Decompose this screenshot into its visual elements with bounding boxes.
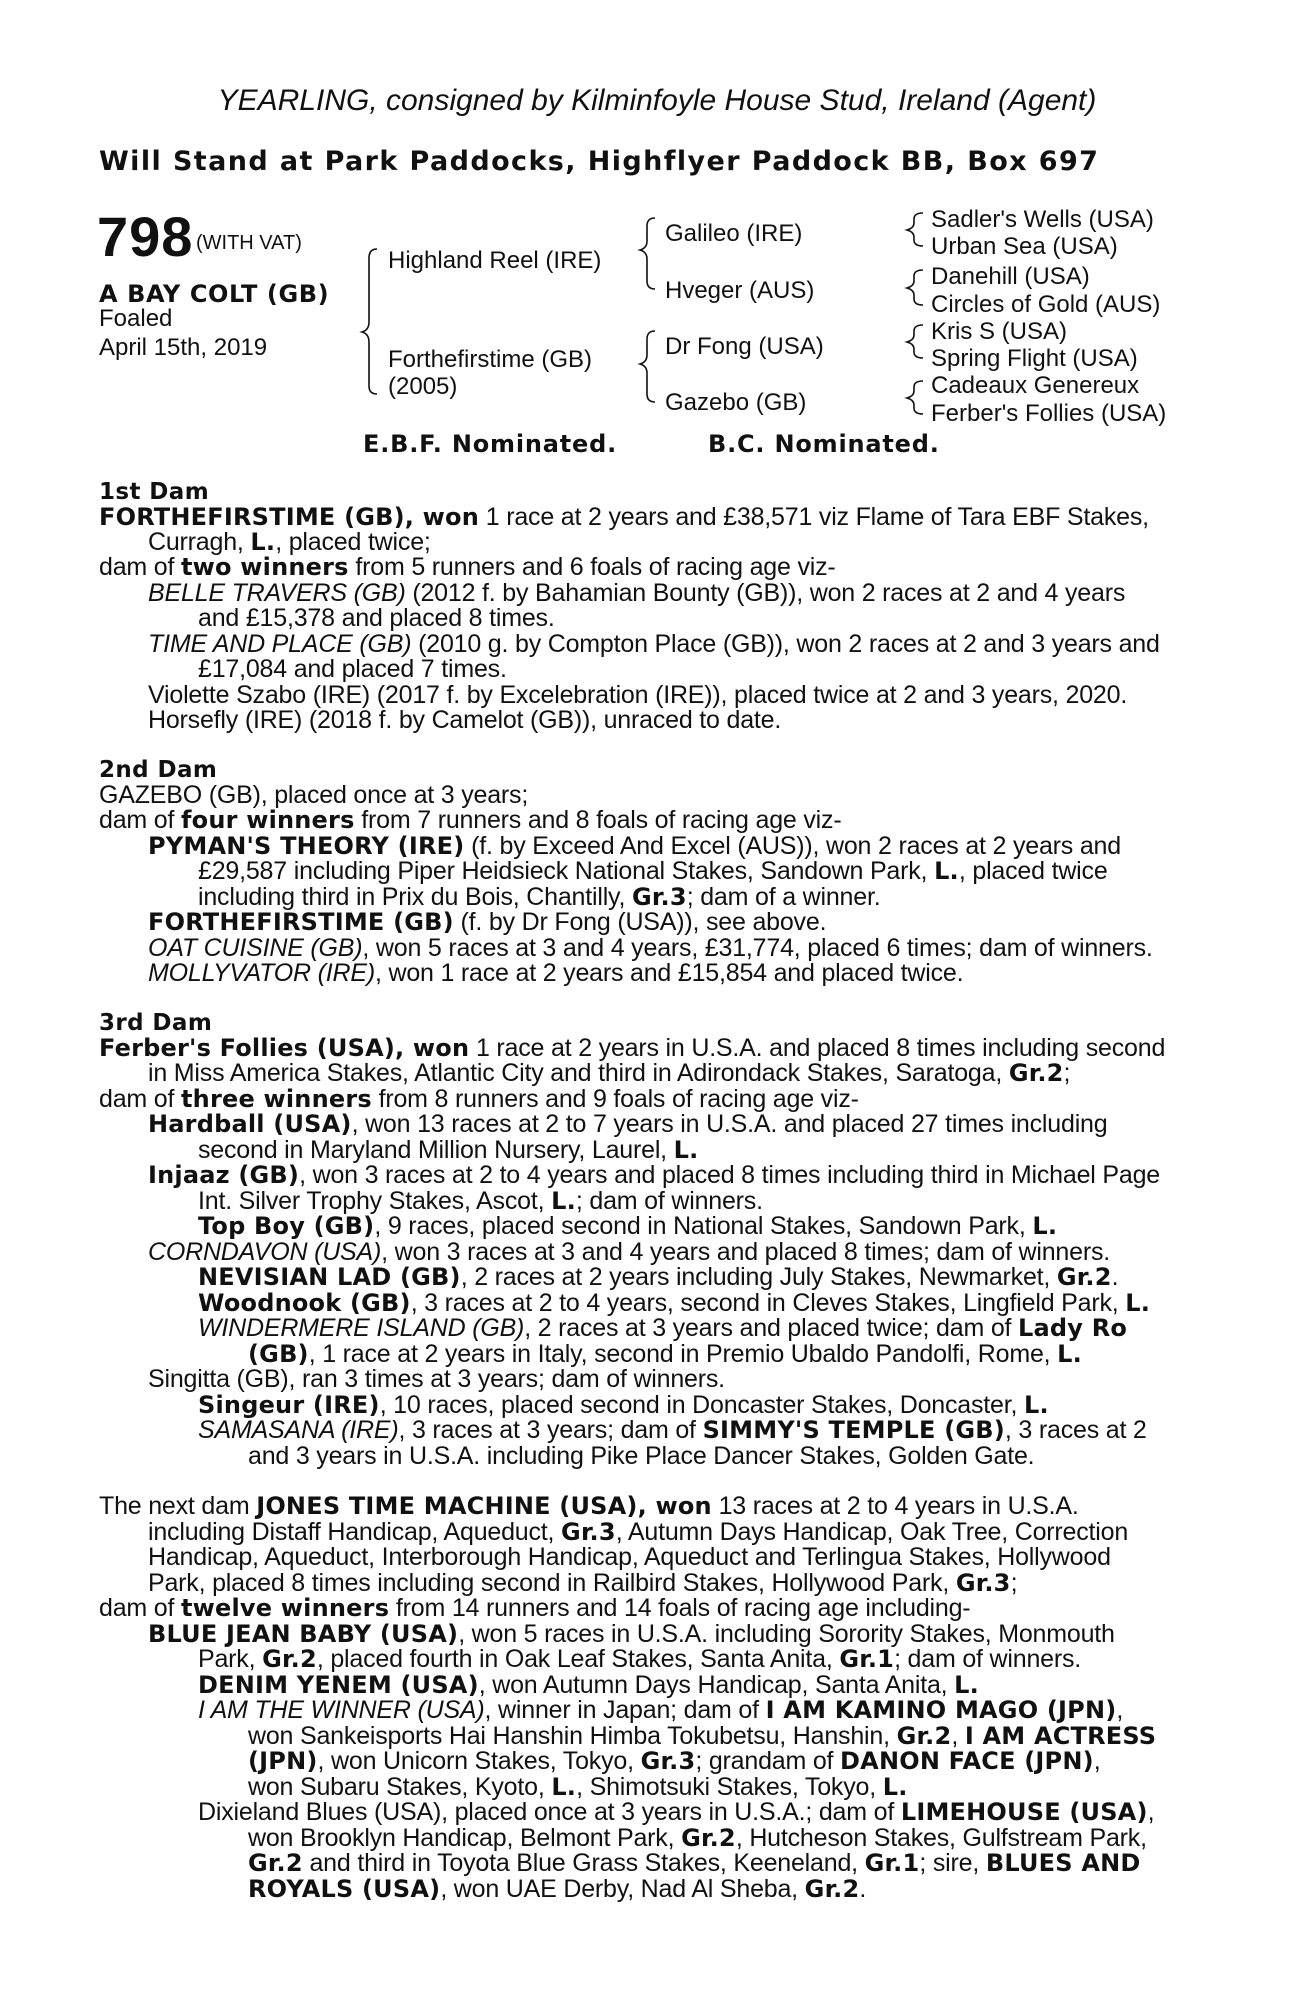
second-dam-heading: 2nd Dam	[99, 757, 218, 783]
pedigree-dam-year: (2005)	[388, 373, 458, 400]
second-dam-line: GAZEBO (GB), placed once at 3 years;	[99, 781, 529, 809]
vat-label: (WITH VAT)	[196, 232, 302, 254]
first-dam-line: Violette Szabo (IRE) (2017 f. by Excelebration (IRE)), placed twice at 2 and 3 years, 2020.	[148, 681, 1128, 709]
first-dam-line: FORTHEFIRSTIME (GB), won 1 race at 2 years and £38,571 viz Flame of Tara EBF Stakes,	[99, 503, 1149, 531]
third-dam-line: dam of three winners from 8 runners and 9 foals of racing age viz-	[99, 1085, 859, 1113]
consignor-line: YEARLING, consigned by Kilminfoyle House Stud, Ireland (Agent)	[217, 84, 1097, 117]
pedigree-gen3-item: Urban Sea (USA)	[931, 233, 1118, 260]
next-dam-line: including Distaff Handicap, Aqueduct, Gr.3, Autumn Days Handicap, Oak Tree, Correction	[148, 1518, 1129, 1546]
third-dam-line: NEVISIAN LAD (GB), 2 races at 2 years including July Stakes, Newmarket, Gr.2.	[198, 1263, 1119, 1291]
next-dam-line: The next dam JONES TIME MACHINE (USA), won 13 races at 2 to 4 years in U.S.A.	[99, 1492, 1079, 1520]
foaled-label: Foaled	[99, 305, 173, 332]
next-dam-line: won Sankeisports Hai Hanshin Himba Tokubetsu, Hanshin, Gr.2, I AM ACTRESS	[248, 1722, 1157, 1750]
third-dam-line: in Miss America Stakes, Atlantic City and third in Adirondack Stakes, Saratoga, Gr.2;	[148, 1059, 1071, 1087]
next-dam-line: Gr.2 and third in Toyota Blue Grass Stakes, Keeneland, Gr.1; sire, BLUES AND	[248, 1849, 1141, 1877]
second-dam-line: £29,587 including Piper Heidsieck National Stakes, Sandown Park, L., placed twice	[198, 857, 1108, 885]
next-dam-line: ROYALS (USA), won UAE Derby, Nad Al Sheba, Gr.2.	[248, 1875, 867, 1903]
pedigree-gen2-item: Gazebo (GB)	[665, 389, 807, 416]
third-dam-line: Int. Silver Trophy Stakes, Ascot, L.; dam of winners.	[198, 1187, 763, 1215]
pedigree-gen3-item: Spring Flight (USA)	[931, 345, 1138, 372]
first-dam-line: TIME AND PLACE (GB) (2010 g. by Compton Place (GB)), won 2 races at 2 and 3 years and	[148, 630, 1160, 658]
lot-title: A BAY COLT (GB)	[99, 280, 330, 308]
next-dam-line: (JPN), won Unicorn Stakes, Tokyo, Gr.3; grandam of DANON FACE (JPN),	[248, 1747, 1101, 1775]
next-dam-line: Dixieland Blues (USA), placed once at 3 years in U.S.A.; dam of LIMEHOUSE (USA),	[198, 1798, 1155, 1826]
second-dam-line: OAT CUISINE (GB), won 5 races at 3 and 4 years, £31,774, placed 6 times; dam of winners.	[148, 934, 1153, 962]
next-dam-line: BLUE JEAN BABY (USA), won 5 races in U.S.A. including Sorority Stakes, Monmouth	[148, 1620, 1115, 1648]
pedigree-gen3-item: Cadeaux Genereux	[931, 372, 1140, 399]
pedigree-gen3-item: Danehill (USA)	[931, 263, 1090, 290]
third-dam-line: (GB), 1 race at 2 years in Italy, second in Premio Ubaldo Pandolfi, Rome, L.	[248, 1340, 1082, 1368]
third-dam-line: Hardball (USA), won 13 races at 2 to 7 years in U.S.A. and placed 27 times including	[148, 1110, 1108, 1138]
first-dam-line: £17,084 and placed 7 times.	[198, 655, 507, 683]
next-dam-line: Handicap, Aqueduct, Interborough Handicap, Aqueduct and Terlingua Stakes, Hollywood	[148, 1543, 1111, 1571]
third-dam-line: Ferber's Follies (USA), won 1 race at 2 years in U.S.A. and placed 8 times including second	[99, 1034, 1166, 1062]
first-dam-line: BELLE TRAVERS (GB) (2012 f. by Bahamian Bounty (GB)), won 2 races at 2 and 4 years	[148, 579, 1126, 607]
foaled-date: April 15th, 2019	[99, 334, 268, 361]
third-dam-line: Woodnook (GB), 3 races at 2 to 4 years, second in Cleves Stakes, Lingfield Park, L.	[198, 1289, 1151, 1317]
pedigree-gen3-item: Circles of Gold (AUS)	[931, 291, 1161, 318]
third-dam-line: second in Maryland Million Nursery, Laurel, L.	[198, 1136, 699, 1164]
third-dam-line: Singitta (GB), ran 3 times at 3 years; dam of winners.	[148, 1365, 725, 1393]
next-dam-line: Park, Gr.2, placed fourth in Oak Leaf Stakes, Santa Anita, Gr.1; dam of winners.	[198, 1645, 1082, 1673]
first-dam-line: Horsefly (IRE) (2018 f. by Camelot (GB)), unraced to date.	[148, 706, 782, 734]
pedigree-gen3-item: Kris S (USA)	[931, 318, 1068, 345]
pedigree-dam: Forthefirstime (GB)	[388, 346, 593, 373]
pedigree-gen3-item: Ferber's Follies (USA)	[931, 400, 1167, 427]
next-dam-line: won Brooklyn Handicap, Belmont Park, Gr.2, Hutcheson Stakes, Gulfstream Park,	[248, 1824, 1147, 1852]
third-dam-line: and 3 years in U.S.A. including Pike Place Dancer Stakes, Golden Gate.	[248, 1442, 1035, 1470]
lot-number: 798	[97, 205, 194, 268]
pedigree-gen2-item: Hveger (AUS)	[665, 277, 815, 304]
next-dam-line: Park, placed 8 times including second in Railbird Stakes, Hollywood Park, Gr.3;	[148, 1569, 1018, 1597]
third-dam-line: CORNDAVON (USA), won 3 races at 3 and 4 years and placed 8 times; dam of winners.	[148, 1238, 1111, 1266]
next-dam-line: I AM THE WINNER (USA), winner in Japan; dam of I AM KAMINO MAGO (JPN),	[198, 1696, 1124, 1724]
second-dam-line: dam of four winners from 7 runners and 8 foals of racing age viz-	[99, 806, 842, 834]
pedigree-gen2-item: Galileo (IRE)	[665, 220, 803, 247]
second-dam-line: FORTHEFIRSTIME (GB) (f. by Dr Fong (USA)), see above.	[148, 908, 827, 936]
pedigree-gen3-item: Sadler's Wells (USA)	[931, 206, 1154, 233]
first-dam-heading: 1st Dam	[99, 479, 210, 505]
bc-nomination: B.C. Nominated.	[708, 430, 940, 458]
first-dam-line: dam of two winners from 5 runners and 6 foals of racing age viz-	[99, 553, 836, 581]
third-dam-line: Injaaz (GB), won 3 races at 2 to 4 years and placed 8 times including third in Michael Page	[148, 1161, 1160, 1189]
ebf-nomination: E.B.F. Nominated.	[363, 430, 617, 458]
third-dam-line: SAMASANA (IRE), 3 races at 3 years; dam of SIMMY'S TEMPLE (GB), 3 races at 2	[198, 1416, 1147, 1444]
pedigree-gen2-item: Dr Fong (USA)	[665, 333, 824, 360]
first-dam-line: and £15,378 and placed 8 times.	[198, 604, 555, 632]
third-dam-line: Singeur (IRE), 10 races, placed second in Doncaster Stakes, Doncaster, L.	[198, 1391, 1049, 1419]
second-dam-line: PYMAN'S THEORY (IRE) (f. by Exceed And Excel (AUS)), won 2 races at 2 years and	[148, 832, 1121, 860]
next-dam-line: won Subaru Stakes, Kyoto, L., Shimotsuki Stakes, Tokyo, L.	[248, 1773, 908, 1801]
first-dam-line: Curragh, L., placed twice;	[148, 528, 431, 556]
second-dam-line: including third in Prix du Bois, Chantilly, Gr.3; dam of a winner.	[198, 883, 881, 911]
second-dam-line: MOLLYVATOR (IRE), won 1 race at 2 years and £15,854 and placed twice.	[148, 959, 964, 987]
stand-location: Will Stand at Park Paddocks, Highflyer Paddock BB, Box 697	[99, 146, 1100, 177]
pedigree-sire: Highland Reel (IRE)	[388, 247, 602, 274]
third-dam-heading: 3rd Dam	[99, 1010, 213, 1036]
third-dam-line: WINDERMERE ISLAND (GB), 2 races at 3 years and placed twice; dam of Lady Ro	[198, 1314, 1128, 1342]
next-dam-line: dam of twelve winners from 14 runners and 14 foals of racing age including-	[99, 1594, 971, 1622]
third-dam-line: Top Boy (GB), 9 races, placed second in National Stakes, Sandown Park, L.	[198, 1212, 1058, 1240]
next-dam-line: DENIM YENEM (USA), won Autumn Days Handicap, Santa Anita, L.	[198, 1671, 979, 1699]
